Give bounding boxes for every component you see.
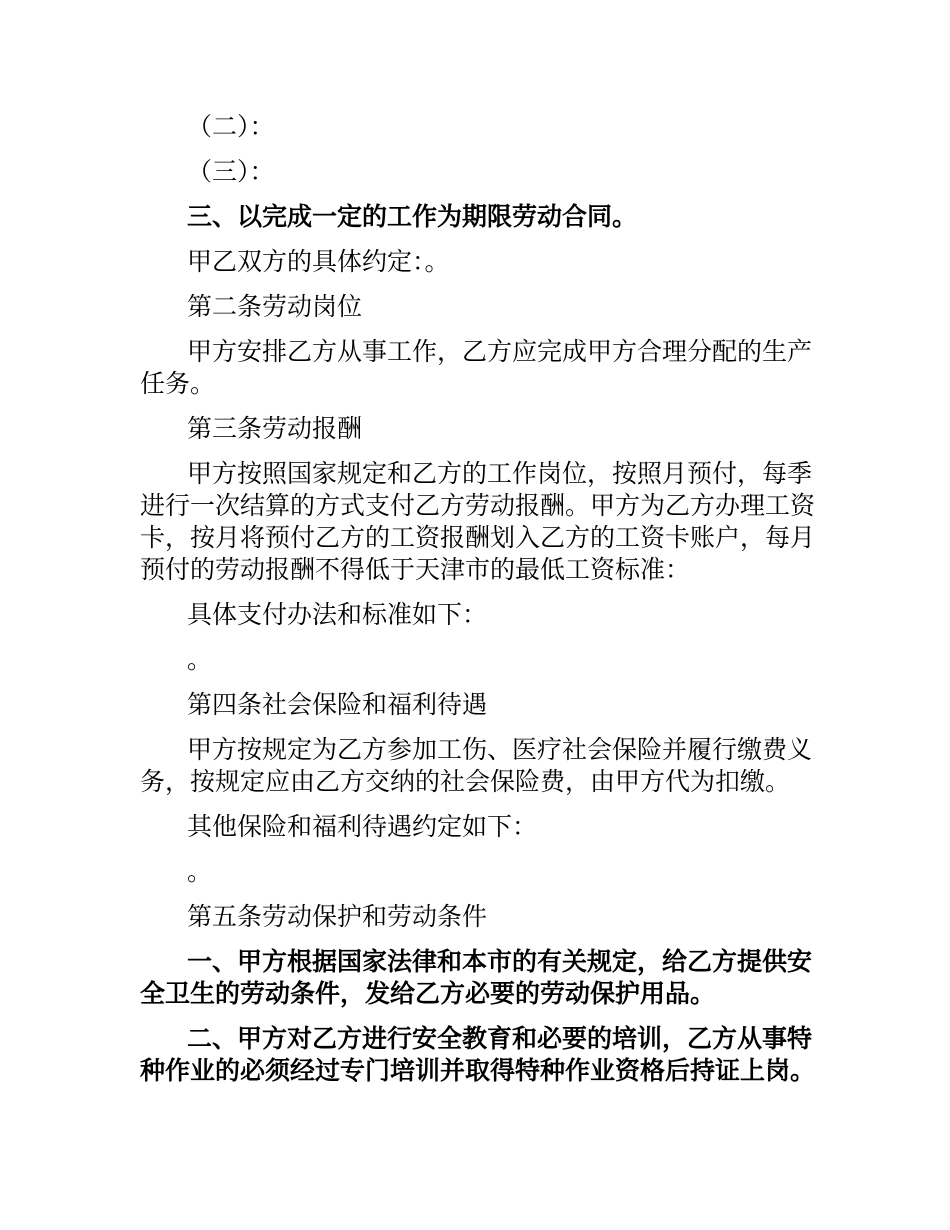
- text-line: 具体支付办法和标准如下：: [187, 602, 488, 629]
- text-line: 。: [187, 647, 213, 674]
- paragraph: [140, 292, 810, 324]
- text-line: 二、甲方对乙方进行安全教育和必要的培训，乙方从事特: [187, 1026, 813, 1053]
- paragraph: [140, 902, 810, 934]
- paragraph: [140, 1024, 816, 1088]
- paragraph: [140, 947, 813, 1011]
- text-line: 第五条劳动保护和劳动条件: [187, 904, 488, 931]
- paragraph: [140, 645, 810, 677]
- paragraph: [140, 857, 810, 889]
- paragraph: [140, 112, 810, 144]
- paragraph: [140, 690, 810, 722]
- text-line: 务，按规定应由乙方交纳的社会保险费，由甲方代为扣缴。: [140, 769, 791, 796]
- text-line: 卡，按月将预付乙方的工资报酬划入乙方的工资卡账户，每月: [140, 525, 816, 552]
- text-line: 第三条劳动报酬: [187, 416, 363, 443]
- paragraph: [140, 600, 810, 632]
- paragraph: [140, 247, 810, 279]
- text-line: 第二条劳动岗位: [187, 294, 363, 321]
- text-line: 。: [187, 859, 213, 886]
- text-line: 第四条社会保险和福利待遇: [187, 692, 488, 719]
- text-line: 三、以完成一定的工作为期限劳动合同。: [187, 204, 638, 231]
- text-line: 甲方按照国家规定和乙方的工作岗位，按照月预付，每季: [187, 461, 813, 488]
- text-line: 甲乙双方的具体约定：。: [187, 249, 450, 276]
- text-line: 种作业的必须经过专门培训并取得特种作业资格后持证上岗。: [140, 1058, 816, 1085]
- paragraph: [140, 337, 813, 401]
- text-line: 一、甲方根据国家法律和本市的有关规定，给乙方提供安: [187, 949, 813, 976]
- text-line: 其他保险和福利待遇约定如下：: [187, 814, 538, 841]
- paragraph: [140, 459, 816, 587]
- paragraph: [140, 414, 810, 446]
- text-line: （三）：: [187, 159, 275, 186]
- text-line: 全卫生的劳动条件，发给乙方必要的劳动保护用品。: [140, 981, 716, 1008]
- text-line: 预付的劳动报酬不得低于天津市的最低工资标准：: [140, 557, 691, 584]
- paragraph: [140, 202, 810, 234]
- text-line: （二）：: [187, 114, 275, 141]
- paragraph: [140, 735, 813, 799]
- text-line: 任务。: [140, 371, 216, 398]
- text-line: 甲方按规定为乙方参加工伤、医疗社会保险并履行缴费义: [187, 737, 813, 764]
- paragraph: [140, 157, 810, 189]
- paragraph: [140, 812, 810, 844]
- text-line: 进行一次结算的方式支付乙方劳动报酬。甲方为乙方办理工资: [140, 493, 816, 520]
- text-line: 甲方安排乙方从事工作，乙方应完成甲方合理分配的生产: [187, 339, 813, 366]
